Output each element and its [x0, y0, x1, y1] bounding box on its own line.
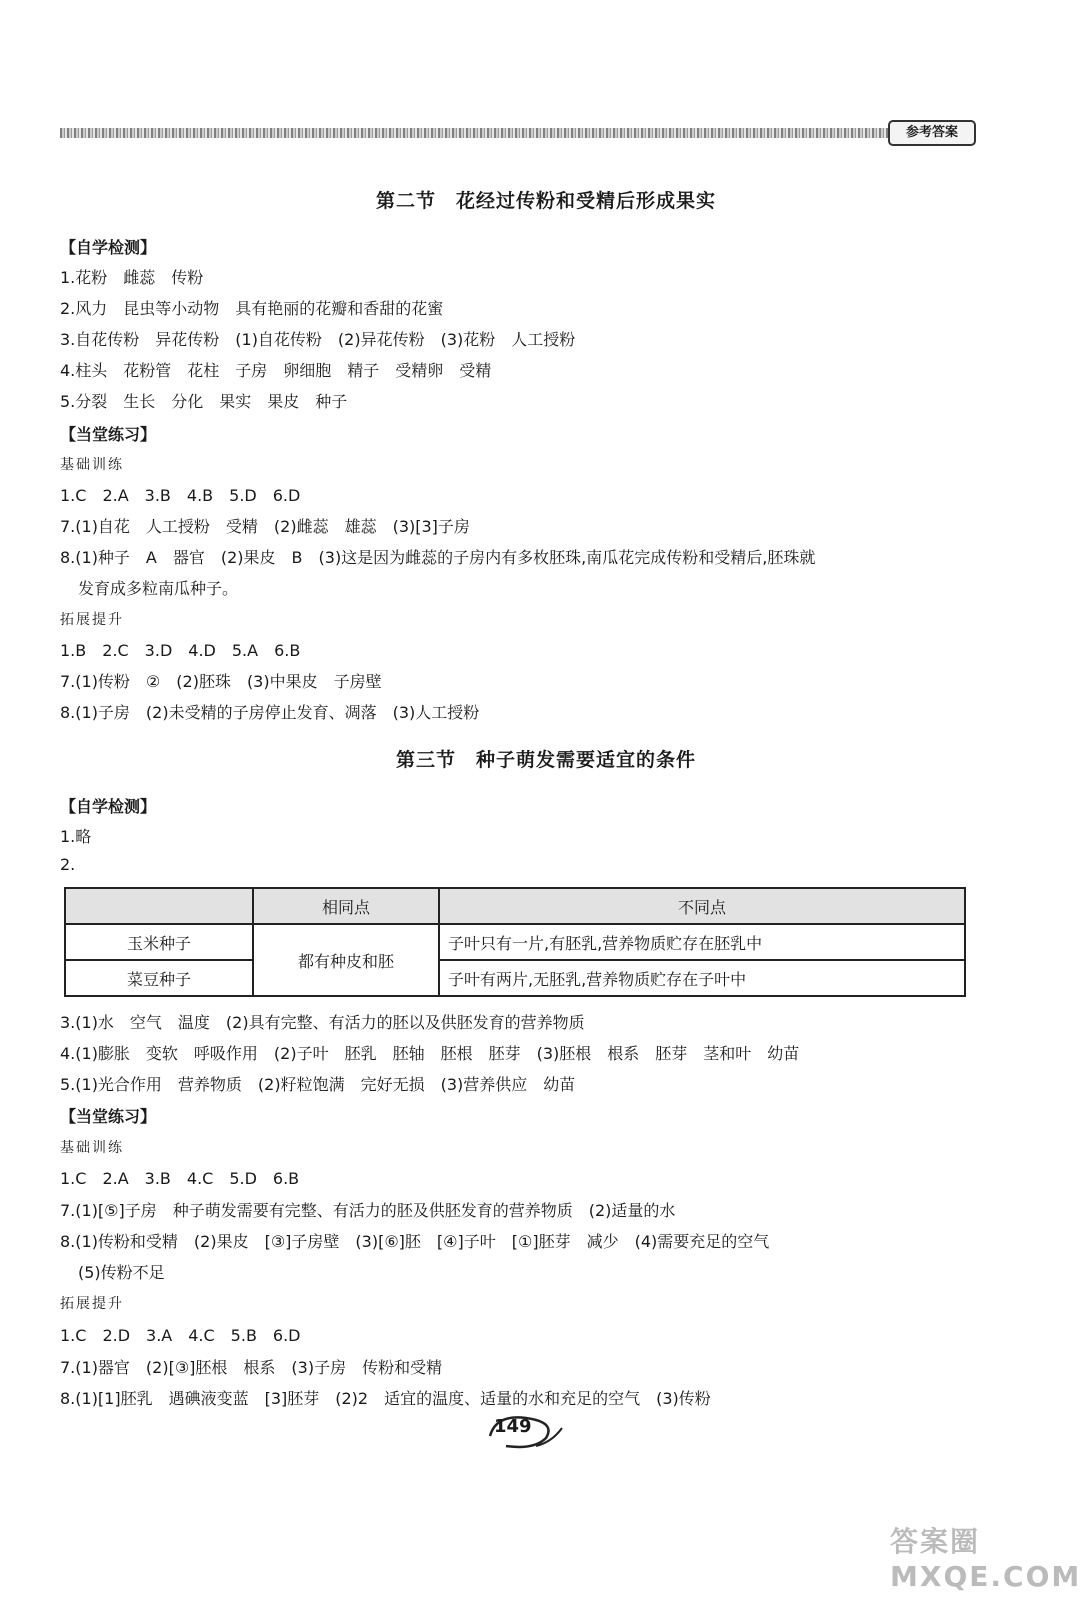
- s2-self-test-heading: 【自学检测】: [60, 238, 157, 257]
- s2-extension-item: 8.(1)子房 (2)未受精的子房停止发育、凋落 (3)人工授粉: [60, 703, 480, 722]
- s2-basic-item: 8.(1)种子 A 器官 (2)果皮 B (3)这是因为雌蕊的子房内有多枚胚珠,南瓜花完成传粉和受精后,胚珠就: [60, 548, 816, 567]
- s2-extension-label: 拓展提升: [60, 612, 124, 628]
- s3-self-test-item: 5.(1)光合作用 营养物质 (2)籽粒饱满 完好无损 (3)营养供应 幼苗: [60, 1075, 576, 1094]
- table-cell-common: 都有种皮和胚: [253, 924, 439, 996]
- s2-extension-item: 7.(1)传粉 ② (2)胚珠 (3)中果皮 子房壁: [60, 672, 382, 691]
- s2-class-practice-heading: 【当堂练习】: [60, 425, 157, 444]
- s2-self-test-item: 2.风力 昆虫等小动物 具有艳丽的花瓣和香甜的花蜜: [60, 299, 444, 318]
- s3-class-practice-heading: 【当堂练习】: [60, 1107, 157, 1126]
- s2-basic-label: 基础训练: [60, 457, 124, 473]
- s3-self-test-item: 2.: [60, 855, 76, 874]
- s2-extension-item: 1.B 2.C 3.D 4.D 5.A 6.B: [60, 641, 301, 660]
- page-number: 149: [494, 1416, 532, 1437]
- s3-extension-label: 拓展提升: [60, 1296, 124, 1312]
- table-header-cell: 不同点: [439, 888, 965, 924]
- s3-basic-item: 7.(1)[⑤]子房 种子萌发需要有完整、有活力的胚及供胚发育的营养物质 (2)适量的水: [60, 1201, 676, 1220]
- table-row: [65, 924, 965, 960]
- s3-extension-item: 7.(1)器官 (2)[③]胚根 根系 (3)子房 传粉和受精: [60, 1358, 443, 1377]
- s2-basic-item-continued: 发育成多粒南瓜种子。: [78, 579, 239, 598]
- table-row: [65, 960, 965, 996]
- s3-self-test-item: 4.(1)膨胀 变软 呼吸作用 (2)子叶 胚乳 胚轴 胚根 胚芽 (3)胚根 根系 胚芽 茎和叶 幼苗: [60, 1044, 800, 1063]
- s2-self-test-item: 4.柱头 花粉管 花柱 子房 卵细胞 精子 受精卵 受精: [60, 361, 492, 380]
- table-cell-difference: 子叶有两片,无胚乳,营养物质贮存在子叶中: [439, 960, 965, 996]
- s3-basic-item: 1.C 2.A 3.B 4.C 5.D 6.B: [60, 1169, 300, 1188]
- watermark-logo: 答案圈 MXQE.COM: [890, 1525, 1082, 1593]
- section-2-title: 第二节 花经过传粉和受精后形成果实: [375, 190, 716, 212]
- header-decorative-bar: [60, 128, 890, 138]
- s3-basic-item: 8.(1)传粉和受精 (2)果皮 [③]子房壁 (3)[⑥]胚 [④]子叶 [①]胚芽 减少 (4)需要充足的空气: [60, 1232, 770, 1251]
- answer-key-tag: 参考答案: [888, 120, 976, 146]
- section-3-title: 第三节 种子萌发需要适宜的条件: [395, 749, 696, 771]
- table-header-row: [65, 888, 965, 924]
- table-cell-seed-name: 玉米种子: [65, 924, 253, 960]
- s3-basic-label: 基础训练: [60, 1140, 124, 1156]
- s3-self-test-heading: 【自学检测】: [60, 797, 157, 816]
- table-cell-difference: 子叶只有一片,有胚乳,营养物质贮存在胚乳中: [439, 924, 965, 960]
- s2-basic-item: 7.(1)自花 人工授粉 受精 (2)雌蕊 雄蕊 (3)[3]子房: [60, 517, 470, 536]
- s3-self-test-item: 3.(1)水 空气 温度 (2)具有完整、有活力的胚以及供胚发育的营养物质: [60, 1013, 585, 1032]
- page-number-badge: [486, 1410, 566, 1450]
- s3-basic-item-continued: (5)传粉不足: [78, 1263, 165, 1282]
- s2-self-test-item: 3.自花传粉 异花传粉 (1)自花传粉 (2)异花传粉 (3)花粉 人工授粉: [60, 330, 576, 349]
- seed-comparison-table: [64, 887, 966, 997]
- s2-self-test-item: 1.花粉 雌蕊 传粉: [60, 268, 204, 287]
- table-cell-seed-name: 菜豆种子: [65, 960, 253, 996]
- table-header-cell: 相同点: [253, 888, 439, 924]
- s2-basic-item: 1.C 2.A 3.B 4.B 5.D 6.D: [60, 486, 301, 505]
- s3-extension-item: 1.C 2.D 3.A 4.C 5.B 6.D: [60, 1326, 301, 1345]
- table-header-cell: [65, 888, 253, 924]
- s3-self-test-item: 1.略: [60, 827, 92, 846]
- s2-self-test-item: 5.分裂 生长 分化 果实 果皮 种子: [60, 392, 348, 411]
- s3-extension-item: 8.(1)[1]胚乳 遇碘液变蓝 [3]胚芽 (2)2 适宜的温度、适量的水和充足的空气 (3)传粉: [60, 1389, 711, 1408]
